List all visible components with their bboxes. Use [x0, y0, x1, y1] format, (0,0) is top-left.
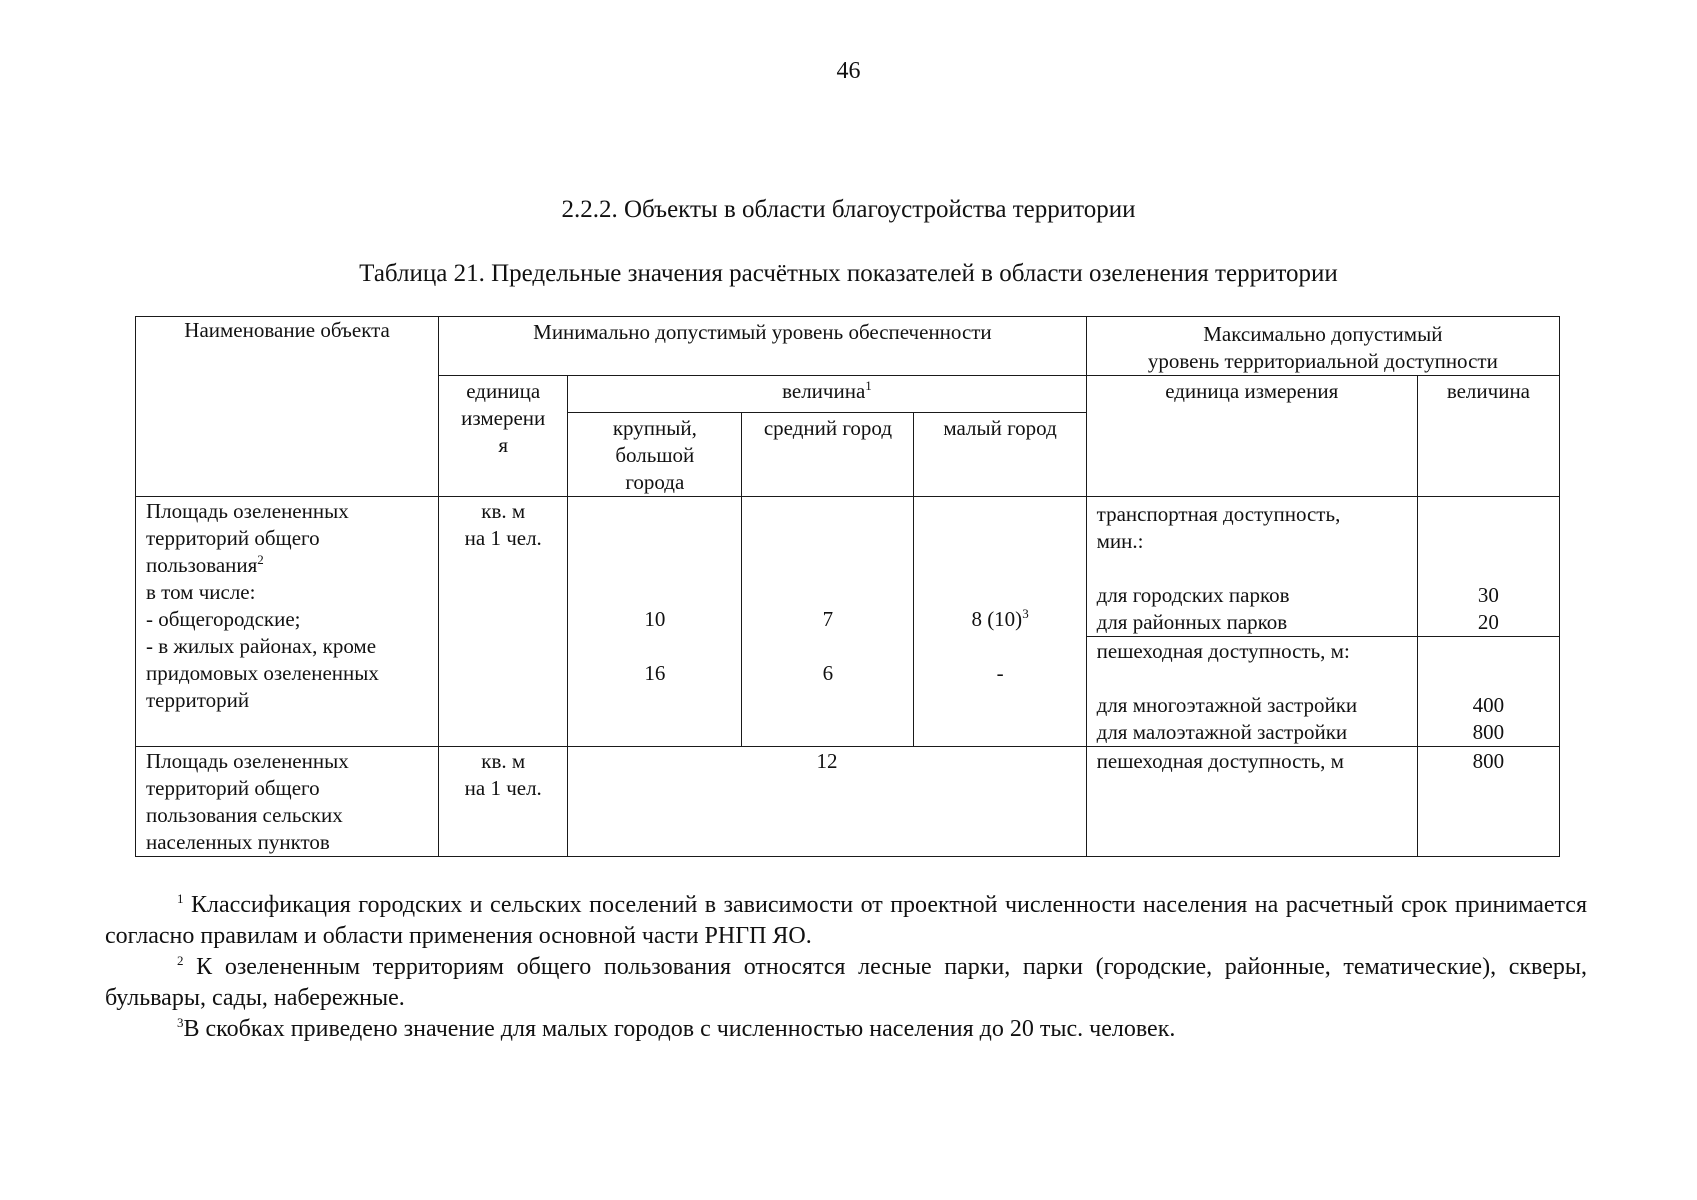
- header-large-city: [568, 413, 742, 497]
- row1-city-parks-value: 30: [1477, 583, 1499, 607]
- row1-name-line: территорий общего: [146, 526, 320, 550]
- header-unit-line3: я: [498, 433, 509, 457]
- header-object-name: Наименование объекта: [136, 317, 439, 497]
- row1-district-parks-value: 20: [1477, 610, 1499, 634]
- row2-pedestrian-value: 800: [1417, 747, 1559, 857]
- row1-transport: [1086, 497, 1417, 637]
- header-large-city-line1: крупный,: [612, 416, 697, 440]
- table-row: [136, 497, 1560, 637]
- row1-small-citywide: 8 $(10)^3$: [971, 606, 1029, 631]
- row1-name-line: в том числе:: [146, 580, 256, 604]
- footnote-3: [105, 1014, 1587, 1045]
- header-max-level-line2: уровень территориальной доступности: [1147, 349, 1498, 373]
- row1-name-line: Площадь озелененных: [146, 499, 349, 523]
- row1-name-line: - общегородские;: [146, 607, 301, 631]
- row2-value: 12: [568, 747, 1086, 857]
- header-small-city: малый город: [914, 413, 1086, 497]
- header-min-level: Минимально допустимый уровень обеспеченности: [439, 317, 1086, 376]
- row1-pedestrian-values: [1417, 637, 1559, 747]
- row1-large-citywide: 10: [644, 607, 666, 631]
- row2-name-line: пользования сельских: [146, 803, 343, 827]
- section-heading: 2.2.2. Объекты в области благоустройства территории: [561, 196, 1136, 223]
- row2-unit-line1: кв. м: [481, 749, 526, 773]
- row2-unit: [439, 747, 568, 857]
- row1-name: [136, 497, 439, 747]
- row1-medium-citywide: 7: [822, 607, 834, 631]
- row1-name-line: территорий: [146, 688, 250, 712]
- row1-small-citywide-footnote: 3: [1022, 606, 1029, 621]
- footnote-1-text: Классификация городских и сельских поселений в зависимости от проектной численности населения на расчетный срок принимается согласно правилам и области применения основной части РНГП ЯО.: [105, 892, 1587, 949]
- row1-transport-line1: транспортная доступность,: [1096, 502, 1341, 526]
- row1-medium-city: [742, 497, 914, 747]
- table-row: [136, 747, 1560, 857]
- row2-name-line: населенных пунктов: [146, 830, 330, 854]
- row1-large-residential: 16: [644, 661, 666, 685]
- row1-name-line: придомовых озелененных: [146, 661, 379, 685]
- header-max-value: величина: [1417, 376, 1559, 497]
- row1-district-parks: для районных парков: [1096, 610, 1288, 634]
- row1-lowrise: для малоэтажной застройки: [1096, 720, 1348, 744]
- page-number: 46: [836, 58, 861, 84]
- row1-large-city: [568, 497, 742, 747]
- footnote-3-mark: 3: [177, 1015, 184, 1030]
- row1-unit: [439, 497, 568, 747]
- header-max-level-line1: Максимально допустимый: [1203, 322, 1443, 346]
- header-large-city-line2: большой: [615, 443, 695, 467]
- header-unit-line2: измерени: [461, 406, 546, 430]
- row1-name-line: пользования$^2$: [146, 552, 264, 577]
- header-value: величина$^1$: [568, 376, 1086, 413]
- header-large-city-line3: города: [625, 470, 685, 494]
- row1-city-parks: для городских парков: [1096, 583, 1290, 607]
- header-unit: [439, 376, 568, 497]
- footnotes: [105, 890, 1587, 1045]
- row1-pedestrian: [1086, 637, 1417, 747]
- row1-transport-values: [1417, 497, 1559, 637]
- header-max-unit: единица измерения: [1086, 376, 1417, 497]
- header-unit-line1: единица: [466, 379, 541, 403]
- footnote-3-text: В скобках приведено значение для малых городов с численностью населения до 20 тыс. человек.: [183, 1016, 1176, 1042]
- row2-name-line: Площадь озелененных: [146, 749, 349, 773]
- footnote-2-mark: 2: [177, 953, 184, 968]
- footnote-1: [105, 890, 1587, 952]
- row1-pedestrian-label: пешеходная доступность, м:: [1096, 639, 1350, 663]
- row1-unit-line2: на 1 чел.: [464, 526, 542, 550]
- row2-unit-line2: на 1 чел.: [464, 776, 542, 800]
- header-medium-city: средний город: [742, 413, 914, 497]
- header-row-1: [136, 317, 1560, 376]
- header-value-footnote: 1: [865, 378, 872, 393]
- row2-name-line: территорий общего: [146, 776, 320, 800]
- row1-unit-line1: кв. м: [481, 499, 526, 523]
- row1-medium-residential: 6: [822, 661, 834, 685]
- row1-transport-line2: мин.:: [1096, 529, 1144, 553]
- table-caption: Таблица 21. Предельные значения расчётных показателей в области озеленения территории: [359, 260, 1338, 287]
- row1-lowrise-value: 800: [1472, 720, 1505, 744]
- row1-name-line: - в жилых районах, кроме: [146, 634, 377, 658]
- footnote-2: [105, 952, 1587, 1014]
- footnote-2-text: К озелененным территориям общего пользования относятся лесные парки, парки (городские, районные, тематические), скверы, бульвары, сады, набережные.: [105, 954, 1588, 1011]
- row1-multistorey-value: 400: [1472, 693, 1505, 717]
- header-max-level: [1086, 317, 1559, 376]
- row1-name-footnote: 2: [257, 552, 264, 567]
- row1-multistorey: для многоэтажной застройки: [1096, 693, 1358, 717]
- row1-small-residential: -: [996, 661, 1004, 685]
- row2-pedestrian: пешеходная доступность, м: [1086, 747, 1417, 857]
- row2-name: [136, 747, 439, 857]
- norms-table: [135, 316, 1560, 857]
- row1-small-city: [914, 497, 1086, 747]
- footnote-1-mark: 1: [177, 891, 184, 906]
